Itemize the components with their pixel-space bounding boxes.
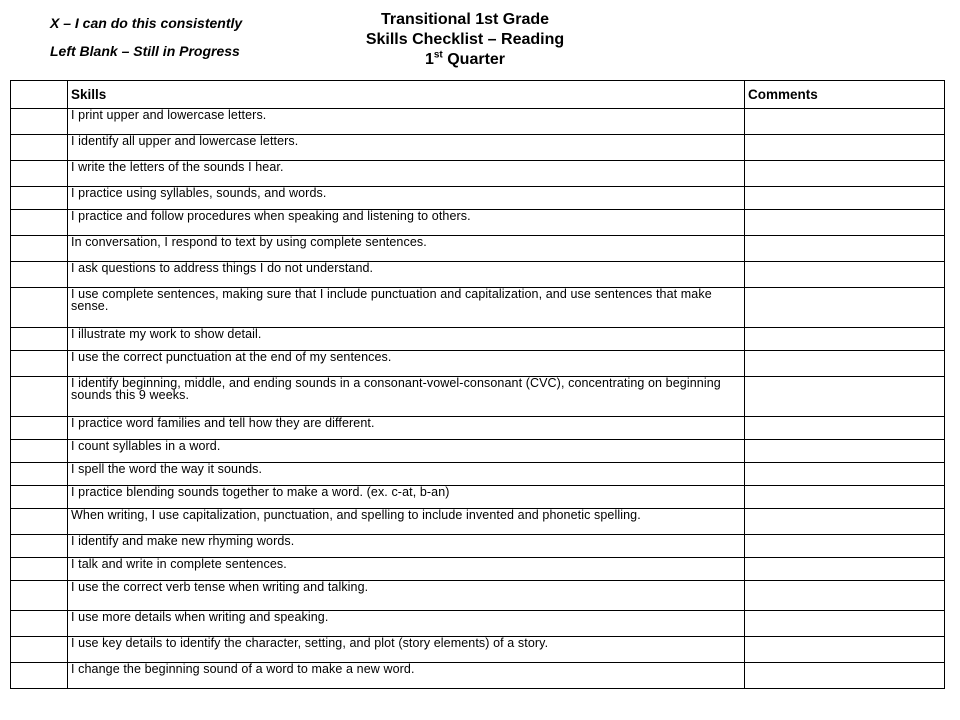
skill-cell: I practice word families and tell how they are different. <box>68 417 745 440</box>
skill-cell: I identify all upper and lowercase letters. <box>68 135 745 161</box>
comment-cell[interactable] <box>745 187 945 210</box>
comment-cell[interactable] <box>745 463 945 486</box>
table-row <box>11 262 945 288</box>
table-row <box>11 109 945 135</box>
comment-cell[interactable] <box>745 611 945 637</box>
table-row <box>11 463 945 486</box>
check-cell[interactable] <box>11 558 68 581</box>
skill-cell: I practice using syllables, sounds, and words. <box>68 187 745 210</box>
skills-header: Skills <box>68 81 745 109</box>
check-cell[interactable] <box>11 262 68 288</box>
skill-cell: I identify and make new rhyming words. <box>68 535 745 558</box>
comment-cell[interactable] <box>745 535 945 558</box>
check-cell[interactable] <box>11 288 68 328</box>
comment-cell[interactable] <box>745 236 945 262</box>
comment-cell[interactable] <box>745 637 945 663</box>
skill-cell: I use the correct punctuation at the end of my sentences. <box>68 351 745 377</box>
check-cell[interactable] <box>11 377 68 417</box>
table-row <box>11 417 945 440</box>
table-row <box>11 187 945 210</box>
table-row <box>11 535 945 558</box>
check-cell[interactable] <box>11 351 68 377</box>
comment-cell[interactable] <box>745 663 945 689</box>
check-header <box>11 81 68 109</box>
table-row <box>11 558 945 581</box>
quarter-suffix: st <box>433 49 443 61</box>
skill-cell: I write the letters of the sounds I hear. <box>68 161 745 187</box>
skill-cell: I use complete sentences, making sure that I include punctuation and capitalization, and use sentences that make sense. <box>68 288 745 328</box>
check-cell[interactable] <box>11 440 68 463</box>
skill-cell: I spell the word the way it sounds. <box>68 463 745 486</box>
check-cell[interactable] <box>11 417 68 440</box>
check-cell[interactable] <box>11 509 68 535</box>
comment-cell[interactable] <box>745 328 945 351</box>
skill-cell: I talk and write in complete sentences. <box>68 558 745 581</box>
skill-cell: In conversation, I respond to text by using complete sentences. <box>68 236 745 262</box>
table-row <box>11 328 945 351</box>
comment-cell[interactable] <box>745 135 945 161</box>
title-grade: Transitional 1st Grade <box>380 11 550 28</box>
check-cell[interactable] <box>11 109 68 135</box>
comment-cell[interactable] <box>745 486 945 509</box>
legend-in-progress: Left Blank – Still in Progress <box>50 43 240 59</box>
skill-cell: I use more details when writing and speaking. <box>68 611 745 637</box>
skills-checklist-table <box>10 80 945 689</box>
legend-consistent: X – I can do this consistently <box>50 15 243 31</box>
table-row <box>11 377 945 417</box>
title-subject: Skills Checklist – Reading <box>365 31 565 48</box>
check-cell[interactable] <box>11 463 68 486</box>
table-row <box>11 161 945 187</box>
check-cell[interactable] <box>11 611 68 637</box>
check-cell[interactable] <box>11 328 68 351</box>
comment-cell[interactable] <box>745 440 945 463</box>
comment-cell[interactable] <box>745 558 945 581</box>
comment-cell[interactable] <box>745 262 945 288</box>
skill-cell: I print upper and lowercase letters. <box>68 109 745 135</box>
table-row <box>11 288 945 328</box>
skill-cell: I count syllables in a word. <box>68 440 745 463</box>
skill-cell: I ask questions to address things I do not understand. <box>68 262 745 288</box>
comments-header: Comments <box>745 81 945 109</box>
check-cell[interactable] <box>11 210 68 236</box>
skill-cell: I practice blending sounds together to make a word. (ex. c-at, b-an) <box>68 486 745 509</box>
comment-cell[interactable] <box>745 377 945 417</box>
comment-cell[interactable] <box>745 109 945 135</box>
quarter-word: Quarter <box>447 51 506 68</box>
skill-cell: I illustrate my work to show detail. <box>68 328 745 351</box>
check-cell[interactable] <box>11 663 68 689</box>
table-row <box>11 236 945 262</box>
comment-cell[interactable] <box>745 210 945 236</box>
comment-cell[interactable] <box>745 288 945 328</box>
table-row <box>11 611 945 637</box>
table-row <box>11 637 945 663</box>
comment-cell[interactable] <box>745 417 945 440</box>
check-cell[interactable] <box>11 535 68 558</box>
check-cell[interactable] <box>11 581 68 611</box>
table-row <box>11 135 945 161</box>
comment-cell[interactable] <box>745 509 945 535</box>
page-title <box>300 10 630 70</box>
comment-cell[interactable] <box>745 161 945 187</box>
comment-cell[interactable] <box>745 581 945 611</box>
skill-cell: I change the beginning sound of a word to make a new word. <box>68 663 745 689</box>
table-row <box>11 351 945 377</box>
quarter-number: 1 <box>424 51 434 68</box>
skill-cell: I practice and follow procedures when speaking and listening to others. <box>68 210 745 236</box>
table-row <box>11 581 945 611</box>
legend <box>50 13 242 69</box>
check-cell[interactable] <box>11 135 68 161</box>
title-quarter <box>300 50 630 70</box>
table-row <box>11 509 945 535</box>
comment-cell[interactable] <box>745 351 945 377</box>
skill-cell: When writing, I use capitalization, punctuation, and spelling to include invented and phonetic spelling. <box>68 509 745 535</box>
check-cell[interactable] <box>11 637 68 663</box>
header-row <box>11 81 945 109</box>
table-row <box>11 486 945 509</box>
skill-cell: I use the correct verb tense when writing and talking. <box>68 581 745 611</box>
check-cell[interactable] <box>11 486 68 509</box>
skill-cell: I use key details to identify the character, setting, and plot (story elements) of a story. <box>68 637 745 663</box>
check-cell[interactable] <box>11 161 68 187</box>
table-row <box>11 663 945 689</box>
table-row <box>11 210 945 236</box>
skill-cell: I identify beginning, middle, and ending sounds in a consonant-vowel-consonant (CVC), concentrating on beginning sounds this 9 weeks. <box>68 377 745 417</box>
check-cell[interactable] <box>11 187 68 210</box>
table-row <box>11 440 945 463</box>
check-cell[interactable] <box>11 236 68 262</box>
